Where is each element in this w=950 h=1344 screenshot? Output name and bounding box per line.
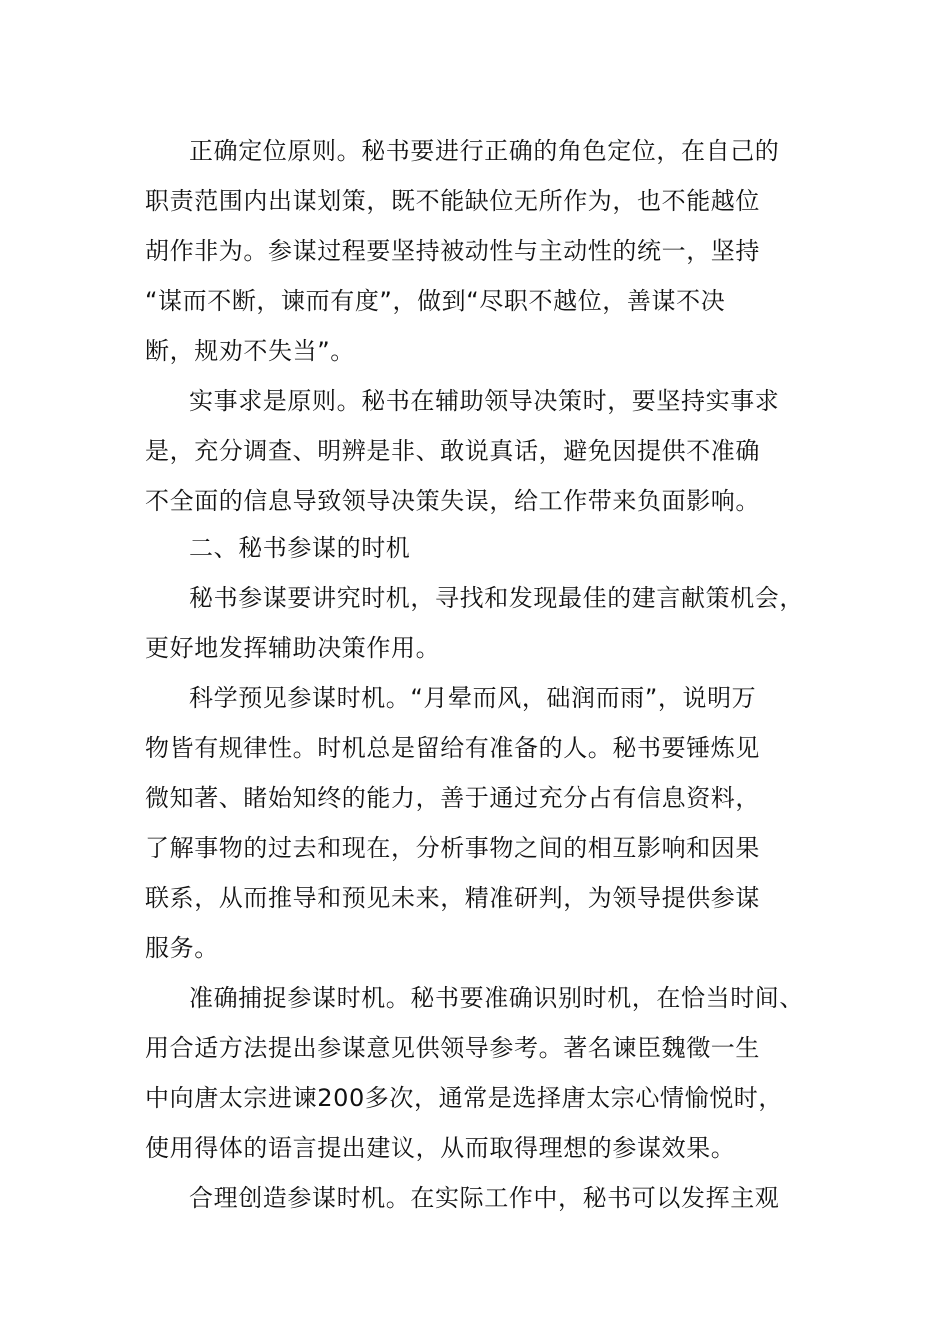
text-line: 准确捕捉参谋时机。秘书要准确识别时机，在恰当时间、 xyxy=(189,984,804,1012)
text-line: “谋而不断，谏而有度”，做到“尽职不越位，善谋不决 xyxy=(145,287,726,315)
text-line: 联系，从而推导和预见未来，精准研判，为领导提供参谋 xyxy=(145,884,760,912)
text-line: 科学预见参谋时机。“月晕而风，础润而雨”，说明万 xyxy=(189,684,757,712)
text-line: 是，充分调查、明辨是非、敢说真话，避免因提供不准确 xyxy=(145,437,760,465)
text-line: 物皆有规律性。时机总是留给有准备的人。秘书要锤炼见 xyxy=(145,734,760,762)
section-heading: 二、秘书参谋的时机 xyxy=(189,534,411,562)
text-line: 不全面的信息导致领导决策失误，给工作带来负面影响。 xyxy=(145,487,760,515)
text-line: 更好地发挥辅助决策作用。 xyxy=(145,634,441,662)
text-line: 微知著、睹始知终的能力，善于通过充分占有信息资料， xyxy=(145,784,760,812)
text-line: 秘书参谋要讲究时机，寻找和发现最佳的建言献策机会， xyxy=(189,584,804,612)
text-line: 用合适方法提出参谋意见供领导参考。著名谏臣魏徵一生 xyxy=(145,1034,760,1062)
text-line: 职责范围内出谋划策，既不能缺位无所作为，也不能越位 xyxy=(145,187,760,215)
text-line: 断，规劝不失当”。 xyxy=(145,337,355,365)
text-line: 实事求是原则。秘书在辅助领导决策时，要坚持实事求 xyxy=(189,387,780,415)
text-line: 服务。 xyxy=(145,934,219,962)
text-line: 合理创造参谋时机。在实际工作中，秘书可以发挥主观 xyxy=(189,1184,780,1212)
text-line: 胡作非为。参谋过程要坚持被动性与主动性的统一，坚持 xyxy=(145,237,760,265)
text-line: 使用得体的语言提出建议，从而取得理想的参谋效果。 xyxy=(145,1134,736,1162)
text-line: 了解事物的过去和现在，分析事物之间的相互影响和因果 xyxy=(145,834,760,862)
text-line: 正确定位原则。秘书要进行正确的角色定位，在自己的 xyxy=(189,137,780,165)
text-line: 中向唐太宗进谏200多次，通常是选择唐太宗心情愉悦时， xyxy=(145,1084,784,1112)
